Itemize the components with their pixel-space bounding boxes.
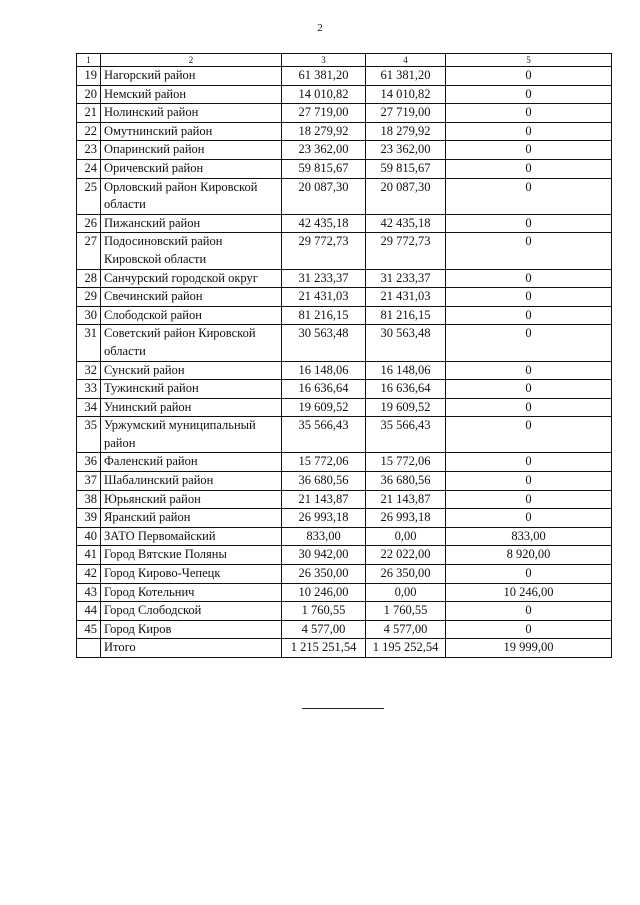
header-cell: 2 [101, 54, 282, 67]
table-row [77, 380, 612, 399]
row-number: 36 [77, 453, 101, 472]
row-number: 42 [77, 565, 101, 584]
value-col5: 0 [446, 85, 612, 104]
table-row [77, 472, 612, 491]
row-number: 30 [77, 306, 101, 325]
table-row [77, 546, 612, 565]
row-name: Нолинский район [101, 104, 282, 123]
row-number: 28 [77, 269, 101, 288]
value-col3: 26 993,18 [282, 509, 366, 528]
table-row [77, 583, 612, 602]
row-number: 23 [77, 141, 101, 160]
value-col3: 23 362,00 [282, 141, 366, 160]
value-col4: 1 760,55 [366, 602, 446, 621]
value-col5: 0 [446, 178, 612, 214]
value-col3: 42 435,18 [282, 214, 366, 233]
row-name: Фаленский район [101, 453, 282, 472]
table-row [77, 159, 612, 178]
value-col5: 0 [446, 620, 612, 639]
value-col3: 14 010,82 [282, 85, 366, 104]
table-row [77, 417, 612, 453]
value-col4: 20 087,30 [366, 178, 446, 214]
page-number: 2 [317, 22, 323, 34]
row-number: 39 [77, 509, 101, 528]
row-name: Город Киров [101, 620, 282, 639]
value-col4: 30 563,48 [366, 325, 446, 361]
value-col5: 0 [446, 141, 612, 160]
value-col3: 16 148,06 [282, 361, 366, 380]
value-col4: 22 022,00 [366, 546, 446, 565]
value-col3: 61 381,20 [282, 67, 366, 86]
row-name: Сунский район [101, 361, 282, 380]
table-row [77, 325, 612, 361]
header-cell: 4 [366, 54, 446, 67]
row-name: Город Вятские Поляны [101, 546, 282, 565]
value-col4: 27 719,00 [366, 104, 446, 123]
value-col4: 59 815,67 [366, 159, 446, 178]
row-number [77, 639, 101, 658]
row-number: 24 [77, 159, 101, 178]
table-row [77, 67, 612, 86]
row-name: Город Котельнич [101, 583, 282, 602]
value-col4: 36 680,56 [366, 472, 446, 491]
table-row [77, 141, 612, 160]
value-col5: 0 [446, 233, 612, 269]
value-col5: 0 [446, 361, 612, 380]
value-col3: 4 577,00 [282, 620, 366, 639]
table-row [77, 178, 612, 214]
row-number: 22 [77, 122, 101, 141]
row-name: Советский район Кировской области [101, 325, 282, 361]
value-col3: 16 636,64 [282, 380, 366, 399]
value-col3: 27 719,00 [282, 104, 366, 123]
value-col4: 35 566,43 [366, 417, 446, 453]
value-col4: 31 233,37 [366, 269, 446, 288]
row-name: Подосиновский район Кировской области [101, 233, 282, 269]
value-col4: 18 279,92 [366, 122, 446, 141]
table-row [77, 288, 612, 307]
value-col3: 26 350,00 [282, 565, 366, 584]
row-name: Санчурский городской округ [101, 269, 282, 288]
value-col5: 0 [446, 306, 612, 325]
table-row [77, 104, 612, 123]
row-number: 29 [77, 288, 101, 307]
row-number: 45 [77, 620, 101, 639]
value-col3: 1 215 251,54 [282, 639, 366, 658]
row-name: Город Слободской [101, 602, 282, 621]
row-name: Орловский район Кировской области [101, 178, 282, 214]
row-number: 25 [77, 178, 101, 214]
value-col3: 31 233,37 [282, 269, 366, 288]
row-name: Опаринский район [101, 141, 282, 160]
row-name: Нагорский район [101, 67, 282, 86]
row-number: 41 [77, 546, 101, 565]
row-number: 27 [77, 233, 101, 269]
row-number: 44 [77, 602, 101, 621]
value-col4: 4 577,00 [366, 620, 446, 639]
value-col3: 36 680,56 [282, 472, 366, 491]
value-col3: 59 815,67 [282, 159, 366, 178]
value-col4: 29 772,73 [366, 233, 446, 269]
value-col5: 0 [446, 417, 612, 453]
value-col4: 16 148,06 [366, 361, 446, 380]
row-name: ЗАТО Первомайский [101, 527, 282, 546]
value-col4: 16 636,64 [366, 380, 446, 399]
value-col5: 0 [446, 398, 612, 417]
table-row [77, 122, 612, 141]
table-row [77, 620, 612, 639]
table-row [77, 602, 612, 621]
value-col5: 0 [446, 104, 612, 123]
row-number: 19 [77, 67, 101, 86]
row-name: Слободской район [101, 306, 282, 325]
value-col3: 21 143,87 [282, 490, 366, 509]
value-col5: 0 [446, 269, 612, 288]
value-col3: 15 772,06 [282, 453, 366, 472]
header-cell: 1 [77, 54, 101, 67]
table-row [77, 214, 612, 233]
row-name: Омутнинский район [101, 122, 282, 141]
table-row [77, 361, 612, 380]
row-name: Город Кирово-Чепецк [101, 565, 282, 584]
value-col5: 0 [446, 453, 612, 472]
row-number: 40 [77, 527, 101, 546]
value-col5: 10 246,00 [446, 583, 612, 602]
row-number: 26 [77, 214, 101, 233]
value-col3: 30 942,00 [282, 546, 366, 565]
table-row [77, 233, 612, 269]
row-number: 38 [77, 490, 101, 509]
row-name: Оричевский район [101, 159, 282, 178]
value-col3: 30 563,48 [282, 325, 366, 361]
value-col4: 26 350,00 [366, 565, 446, 584]
table-row [77, 509, 612, 528]
value-col5: 8 920,00 [446, 546, 612, 565]
table-row [77, 269, 612, 288]
row-name: Шабалинский район [101, 472, 282, 491]
signature-line [302, 708, 384, 709]
row-number: 31 [77, 325, 101, 361]
header-row [77, 54, 612, 67]
table-body [77, 54, 612, 658]
row-name: Тужинский район [101, 380, 282, 399]
value-col3: 10 246,00 [282, 583, 366, 602]
row-number: 21 [77, 104, 101, 123]
value-col4: 1 195 252,54 [366, 639, 446, 658]
row-number: 37 [77, 472, 101, 491]
value-col5: 0 [446, 67, 612, 86]
value-col3: 81 216,15 [282, 306, 366, 325]
value-col5: 0 [446, 472, 612, 491]
row-name: Яранский район [101, 509, 282, 528]
value-col3: 1 760,55 [282, 602, 366, 621]
value-col4: 42 435,18 [366, 214, 446, 233]
value-col4: 61 381,20 [366, 67, 446, 86]
row-number: 33 [77, 380, 101, 399]
table-row [77, 453, 612, 472]
value-col4: 81 216,15 [366, 306, 446, 325]
table-row [77, 490, 612, 509]
value-col4: 19 609,52 [366, 398, 446, 417]
value-col4: 21 143,87 [366, 490, 446, 509]
value-col5: 0 [446, 490, 612, 509]
allocation-table [76, 53, 612, 658]
row-number: 20 [77, 85, 101, 104]
value-col3: 833,00 [282, 527, 366, 546]
value-col5: 0 [446, 159, 612, 178]
table-row [77, 527, 612, 546]
value-col5: 19 999,00 [446, 639, 612, 658]
value-col4: 26 993,18 [366, 509, 446, 528]
value-col5: 0 [446, 380, 612, 399]
row-number: 43 [77, 583, 101, 602]
value-col4: 23 362,00 [366, 141, 446, 160]
value-col4: 21 431,03 [366, 288, 446, 307]
row-name: Юрьянский район [101, 490, 282, 509]
row-number: 35 [77, 417, 101, 453]
value-col5: 0 [446, 509, 612, 528]
table-row [77, 85, 612, 104]
table-row [77, 306, 612, 325]
header-cell: 5 [446, 54, 612, 67]
row-name: Пижанский район [101, 214, 282, 233]
table-row [77, 565, 612, 584]
value-col5: 0 [446, 325, 612, 361]
value-col5: 0 [446, 602, 612, 621]
value-col3: 21 431,03 [282, 288, 366, 307]
total-row [77, 639, 612, 658]
value-col3: 29 772,73 [282, 233, 366, 269]
table-row [77, 398, 612, 417]
row-name: Немский район [101, 85, 282, 104]
value-col5: 0 [446, 122, 612, 141]
row-number: 32 [77, 361, 101, 380]
value-col4: 0,00 [366, 527, 446, 546]
value-col4: 15 772,06 [366, 453, 446, 472]
row-name: Свечинский район [101, 288, 282, 307]
row-name: Унинский район [101, 398, 282, 417]
value-col5: 0 [446, 214, 612, 233]
value-col3: 35 566,43 [282, 417, 366, 453]
row-number: 34 [77, 398, 101, 417]
row-name: Итого [101, 639, 282, 658]
value-col4: 0,00 [366, 583, 446, 602]
row-name: Уржумский муниципальный район [101, 417, 282, 453]
value-col5: 0 [446, 288, 612, 307]
header-cell: 3 [282, 54, 366, 67]
value-col5: 0 [446, 565, 612, 584]
value-col4: 14 010,82 [366, 85, 446, 104]
value-col3: 20 087,30 [282, 178, 366, 214]
value-col5: 833,00 [446, 527, 612, 546]
value-col3: 18 279,92 [282, 122, 366, 141]
value-col3: 19 609,52 [282, 398, 366, 417]
